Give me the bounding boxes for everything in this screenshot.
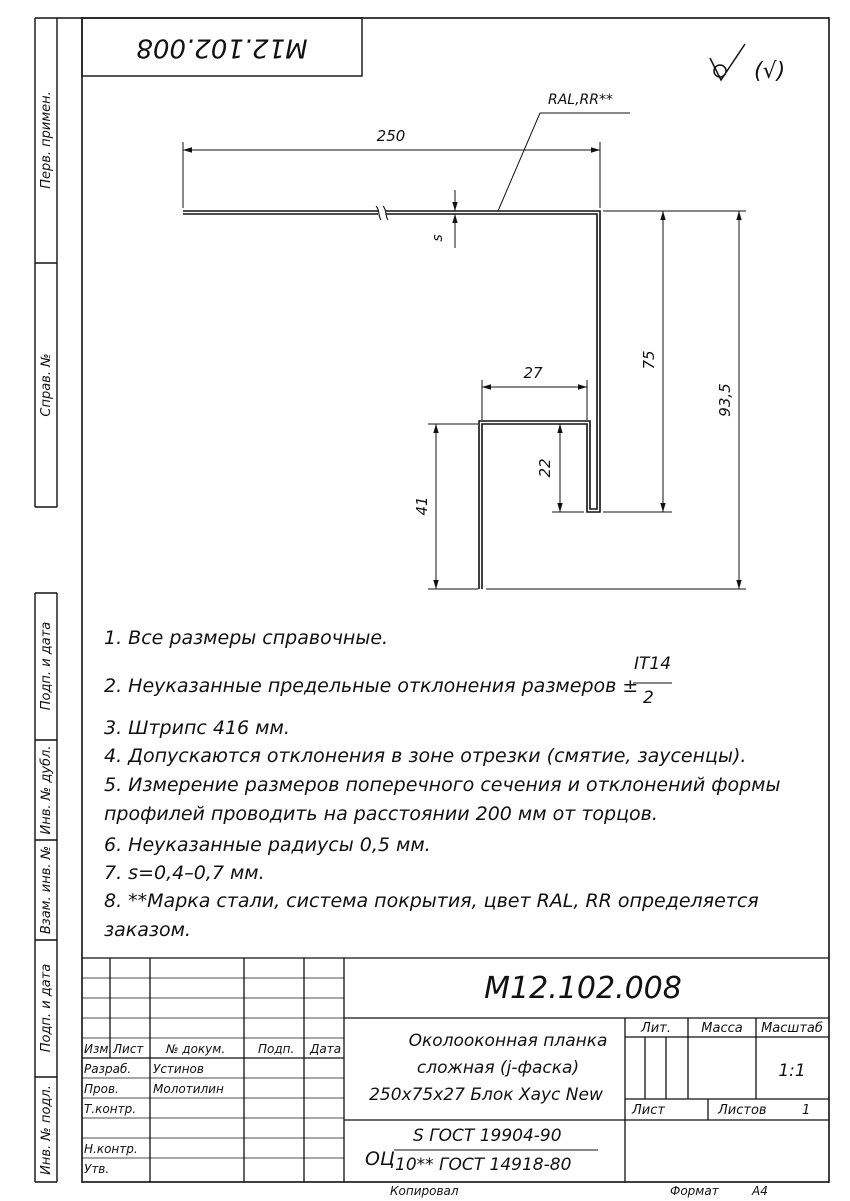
material-bottom: 10** ГОСТ 14918-80 [395,1155,572,1175]
side-label-inv-podl: Инв. № подл. [39,1085,54,1175]
title-designation: M12.102.008 [484,971,682,1006]
side-label-vzam-inv: Взам. инв. № [39,845,54,935]
dim-41: 41 [413,496,431,516]
dim-22: 22 [536,458,554,478]
side-label-sprav-no: Справ. № [39,353,54,417]
note-8-line1: 8. **Марка стали, система покрытия, цвет RAL, RR определяется [104,890,759,912]
nkontr-label: Н.контр. [84,1142,138,1156]
col-podp: Подп. [258,1042,295,1056]
list-label: Лист [632,1103,665,1118]
part-name-line3: 250х75х27 Блок Хаус New [369,1085,603,1105]
massa-label: Масса [701,1021,743,1036]
col-ndokum: № докум. [166,1042,226,1056]
lit-label: Лит. [641,1021,671,1036]
razrab-label: Разраб. [84,1062,132,1076]
side-label-perv-primen: Перв. примен. [39,91,54,189]
note-7: 7. s=0,4–0,7 мм. [104,862,265,884]
dim-93-5: 93,5 [716,383,734,417]
format-value: A4 [752,1184,768,1198]
note-4: 4. Допускаются отклонения в зоне отрезки (смятие, заусенцы). [104,745,747,767]
dim-s: s [430,234,446,242]
dim-75: 75 [640,350,658,370]
part-name-line2: сложная (j-фаска) [416,1058,580,1078]
material-top: S ГОСТ 19904-90 [413,1126,562,1146]
format-label: Формат [670,1184,719,1198]
tkontr-label: Т.контр. [84,1102,137,1116]
side-label-podp-data-1: Подп. и дата [39,621,54,711]
dim-27: 27 [523,364,543,382]
side-label-podp-data-2: Подп. и дата [39,963,54,1053]
dim-250: 250 [376,127,406,145]
note-2: 2. Неуказанные предельные отклонения размеров ± [104,675,639,697]
note-5-line1: 5. Измерение размеров поперечного сечения и отклонений формы [104,774,781,796]
note-5-line2: профилей проводить на расстоянии 200 мм от торцов. [104,803,658,825]
roughness-symbol-icon [710,44,745,80]
utv-label: Утв. [84,1162,110,1176]
kopiroval-label: Копировал [390,1184,459,1198]
col-data: Дата [310,1042,342,1056]
listov-value: 1 [802,1103,811,1118]
coating-label: RAL,RR** [548,92,614,108]
material-prefix: ОЦ [365,1148,395,1170]
prov-label: Пров. [84,1082,119,1096]
scale-value: 1:1 [778,1061,806,1081]
col-list: Лист [113,1042,144,1056]
profile-section [183,206,600,589]
listov-label: Листов [718,1103,767,1118]
note-2-denominator: 2 [643,688,654,708]
top-stamp-designation: M12.102.008 [136,32,308,63]
razrab-name: Устинов [153,1062,204,1076]
note-3: 3. Штрипс 416 мм. [104,717,290,739]
part-name-line1: Околооконная планка [408,1031,608,1051]
note-2-numerator: IT14 [634,654,672,674]
dimension-lines [183,113,746,589]
side-label-inv-dubl: Инв. № дубл. [39,745,54,835]
prov-name: Молотилин [153,1082,224,1096]
note-8-line2: заказом. [104,919,191,941]
note-6: 6. Неуказанные радиусы 0,5 мм. [104,834,431,856]
col-izm: Изм. [84,1042,113,1056]
masshtab-label: Масштаб [761,1021,823,1036]
roughness-note: (√) [754,59,786,84]
note-1: 1. Все размеры справочные. [104,627,389,649]
